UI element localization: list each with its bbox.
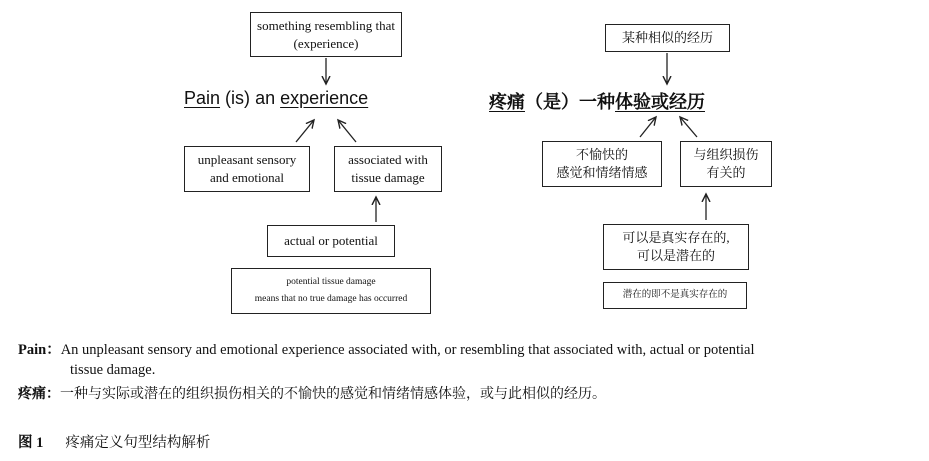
figure-caption-text: 疼痛定义句型结构解析: [65, 435, 211, 451]
en-box-unpleasant: unpleasant sensory and emotional: [184, 146, 310, 192]
cn-heading-pain: 疼痛: [489, 92, 525, 113]
cn-box-associated: 与组织损伤 有关的: [680, 141, 772, 187]
en-top-box: something resembling that (experience): [250, 12, 402, 57]
cn-top-box: 某种相似的经历: [605, 24, 730, 52]
arrow-cn-right: [680, 117, 697, 137]
definition-en-text: An unpleasant sensory and emotional experience associated with, or resembling that associated with, actual or potential: [60, 342, 755, 358]
figure-caption-label: 图 1: [18, 435, 44, 451]
en-note-line-2: means that no true damage has occurred: [254, 294, 408, 304]
definition-cn-term: 疼痛：: [18, 386, 60, 402]
definition-cn-text: 一种与实际或潜在的组织损伤相关的不愉快的感觉和情绪情感体验，或与此相似的经历。: [60, 386, 606, 402]
arrow-en-left: [296, 120, 314, 142]
en-note-line-1: potential tissue damage: [286, 277, 376, 287]
cn-heading-a-kind: 一种: [579, 92, 615, 113]
figure-caption: [18, 431, 210, 452]
definition-cn: [18, 384, 606, 404]
cn-box-unpleasant: 不愉快的 感觉和情绪情感: [542, 141, 662, 187]
cn-note-box: 潜在的即不是真实存在的: [603, 282, 747, 309]
definition-en-term: Pain：: [18, 342, 61, 358]
cn-box-actual: 可以是真实存在的, 可以是潜在的: [603, 224, 749, 270]
definition-en: [18, 340, 918, 360]
en-heading-an: an: [255, 88, 276, 108]
en-box-actual: actual or potential: [267, 225, 395, 257]
cn-heading-experience: 体验或经历: [615, 92, 705, 113]
arrow-en-right: [338, 120, 356, 142]
en-heading-is: (is): [225, 88, 251, 108]
en-heading-pain: Pain: [184, 88, 221, 108]
definition-en-cont: tissue damage.: [70, 362, 156, 378]
arrow-cn-left: [640, 117, 656, 137]
en-heading-experience: experience: [280, 88, 369, 108]
cn-heading-is: （是）: [525, 92, 579, 113]
en-box-associated: associated with tissue damage: [334, 146, 442, 192]
